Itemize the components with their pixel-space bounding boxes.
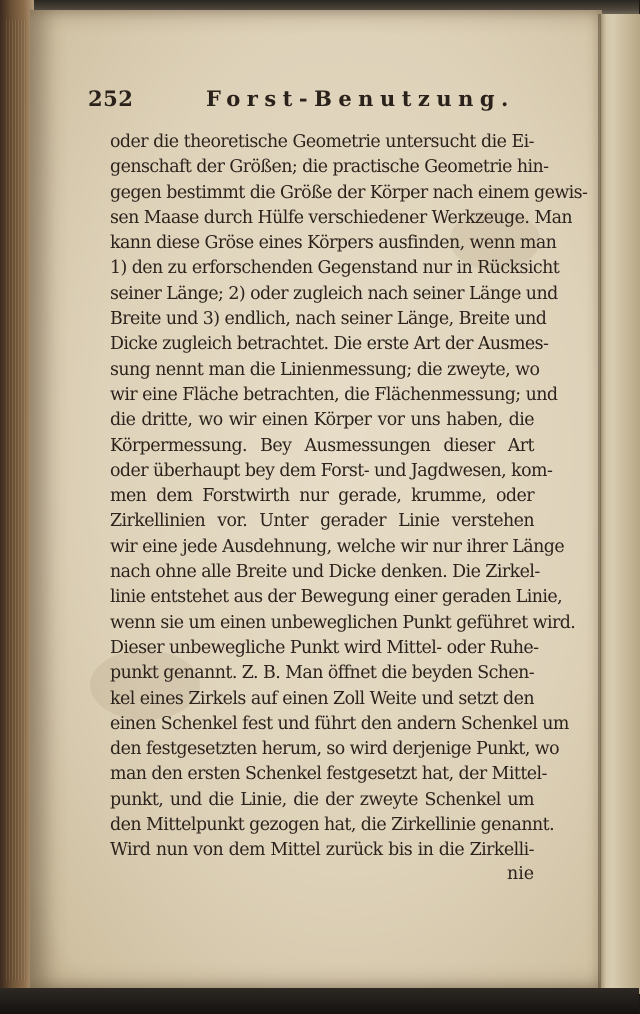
text-line: Breite und 3) endlich, nach seiner Länge, Breite und: [110, 309, 547, 330]
text-line: wir eine jede Ausdehnung, welche wir nur ihrer Länge: [110, 536, 565, 557]
text-line: Dicke zugleich betrachtet. Die erste Art der Ausmes-: [110, 334, 549, 355]
text-line: Körpermessung. Bey Ausmessungen dieser Art: [110, 435, 534, 456]
book-bottom-edge: [0, 988, 639, 1014]
text-line: punkt genannt. Z. B. Man öffnet die beyden Schen-: [110, 663, 535, 684]
binding-page-edges: [6, 20, 26, 980]
text-line: Zirkellinien vor. Unter gerader Linie verstehen: [110, 511, 534, 532]
text-line: kann diese Gröse eines Körpers ausfinden, wenn man: [110, 233, 557, 254]
text-line: linie entstehet aus der Bewegung einer geraden Linie,: [110, 587, 563, 608]
page-header: [88, 86, 548, 120]
page-number: 252: [88, 86, 134, 111]
catchword: nie: [507, 864, 535, 884]
text-line: wir eine Fläche betrachten, die Flächenmessung; und: [110, 384, 558, 405]
text-line: den Mittelpunkt gezogen hat, die Zirkellinie genannt.: [110, 815, 555, 836]
text-line: wenn sie um einen unbeweglichen Punkt geführet wird.: [110, 612, 576, 633]
text-line: punkt, und die Linie, die der zweyte Schenkel um: [110, 789, 534, 810]
text-line: man den ersten Schenkel festgesetzt hat, der Mittel-: [110, 764, 547, 785]
text-line: nach ohne alle Breite und Dicke denken. Die Zirkel-: [110, 562, 540, 583]
text-line: oder die theoretische Geometrie untersucht die Ei-: [110, 132, 534, 152]
text-line: seiner Länge; 2) oder zugleich nach seiner Länge und: [110, 283, 558, 304]
running-head: Forst-Benutzung.: [206, 86, 515, 111]
text-line: Wird nun von dem Mittel zurück bis in die Zirkelli-: [110, 840, 534, 861]
text-line: sen Maase durch Hülfe verschiedener Werkzeuge. Man: [110, 207, 573, 228]
text-line: genschaft der Größen; die practische Geometrie hin-: [110, 157, 549, 178]
text-line: den festgesetzten herum, so wird derjenige Punkt, wo: [110, 739, 560, 760]
book-binding: [0, 0, 34, 1014]
text-line: 1) den zu erforschenden Gegenstand nur in Rücksicht: [110, 258, 560, 279]
right-page-edge: [600, 14, 640, 994]
text-line: einen Schenkel fest und führt den andern Schenkel um: [110, 713, 569, 734]
text-line: gegen bestimmt die Größe der Körper nach einem gewis-: [110, 182, 588, 203]
body-text: [110, 130, 588, 864]
text-line: kel eines Zirkels auf einen Zoll Weite und setzt den: [110, 688, 534, 709]
text-line: oder überhaupt bey dem Forst- und Jagdwesen, kom-: [110, 460, 553, 481]
text-line: die dritte, wo wir einen Körper vor uns haben, die: [110, 410, 534, 431]
gutter-shadow: [598, 14, 606, 994]
text-line: men dem Forstwirth nur gerade, krumme, oder: [110, 486, 534, 507]
text-line: Dieser unbewegliche Punkt wird Mittel- oder Ruhe-: [110, 637, 539, 658]
text-line: sung nennt man die Linienmessung; die zweyte, wo: [110, 359, 540, 380]
